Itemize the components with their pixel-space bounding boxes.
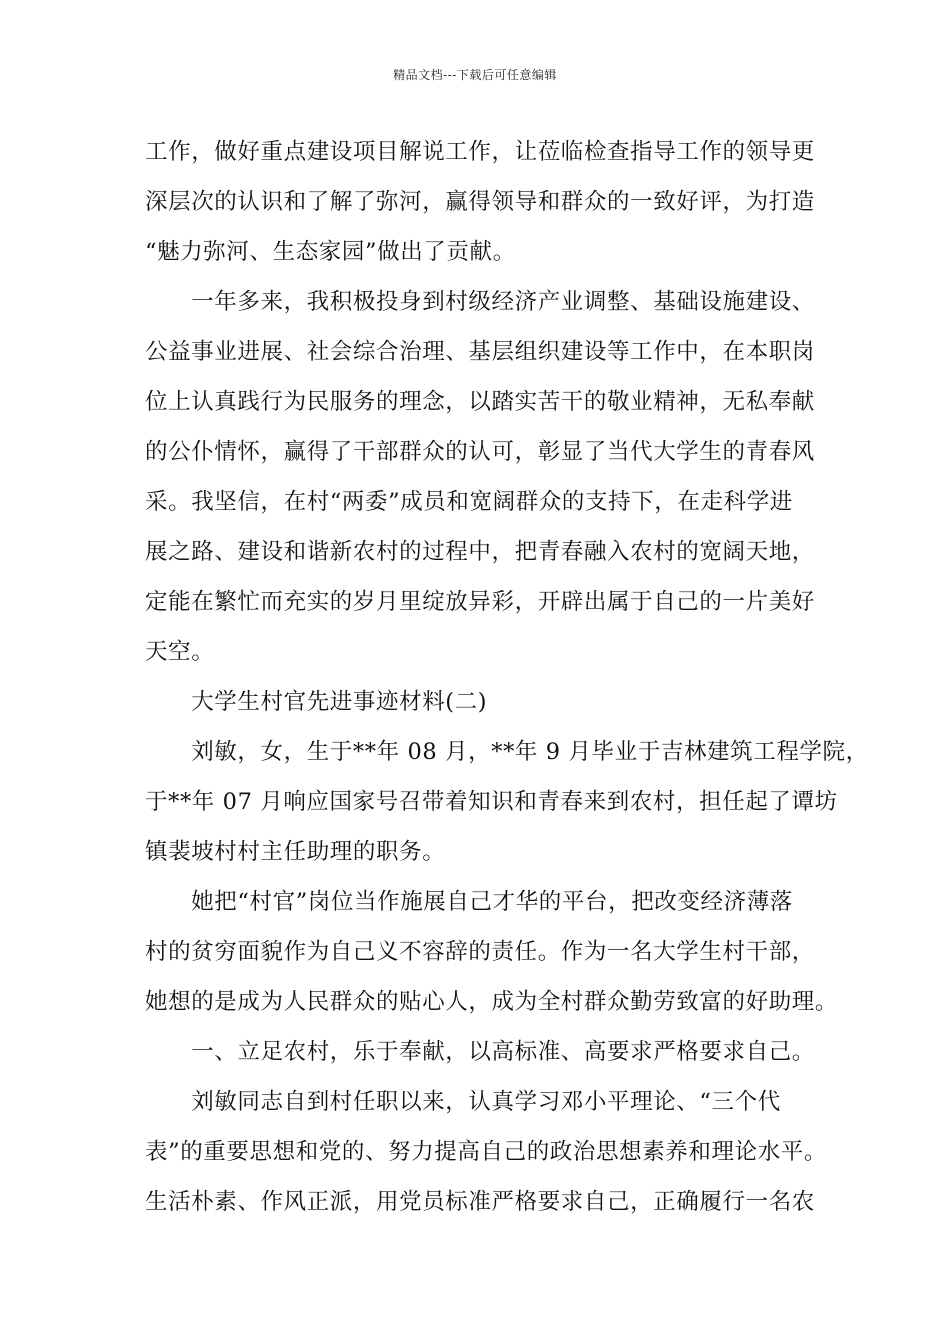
text-line: 她把“村官”岗位当作施展自己才华的平台，把改变经济薄落 bbox=[145, 889, 793, 915]
page-header: 精品文档---下载后可任意编辑 bbox=[393, 68, 557, 82]
text-line: 的公仆情怀，赢得了干部群众的认可，彰显了当代大学生的青春风 bbox=[145, 439, 815, 465]
section-heading: 大学生村官先进事迹材料(二) bbox=[145, 689, 488, 715]
text-line: 定能在繁忙而充实的岁月里绽放异彩，开辟出属于自己的一片美好 bbox=[145, 589, 815, 615]
text-line: 村的贫穷面貌作为自己义不容辞的责任。作为一名大学生村干部， bbox=[145, 939, 815, 965]
text-line: “魅力弥河、生态家园”做出了贡献。 bbox=[145, 239, 516, 265]
text-line: 于**年 07 月响应国家号召带着知识和青春来到农村，担任起了谭坊 bbox=[145, 789, 838, 815]
text-line: 一、立足农村，乐于奉献，以高标准、高要求严格要求自己。 bbox=[145, 1039, 815, 1065]
text-line: 刘敏，女，生于**年 08 月，**年 9 月毕业于吉林建筑工程学院， bbox=[145, 739, 869, 765]
text-line: 她想的是成为人民群众的贴心人，成为全村群众勤劳致富的好助理。 bbox=[145, 989, 839, 1015]
text-line: 一年多来，我积极投身到村级经济产业调整、基础设施建设、 bbox=[145, 289, 815, 315]
text-line: 生活朴素、作风正派，用党员标准严格要求自己，正确履行一名农 bbox=[145, 1189, 815, 1215]
text-line: 镇裴坡村村主任助理的职务。 bbox=[145, 839, 446, 865]
text-line: 刘敏同志自到村任职以来，认真学习邓小平理论、“三个代 bbox=[145, 1089, 781, 1115]
text-line: 工作，做好重点建设项目解说工作，让莅临检查指导工作的领导更 bbox=[145, 139, 815, 165]
text-line: 公益事业进展、社会综合治理、基层组织建设等工作中，在本职岗 bbox=[145, 339, 815, 365]
text-line: 展之路、建设和谐新农村的过程中，把青春融入农村的宽阔天地， bbox=[145, 539, 815, 565]
text-line: 位上认真践行为民服务的理念，以踏实苦干的敬业精神，无私奉献 bbox=[145, 389, 815, 415]
text-line: 采。我坚信，在村“两委”成员和宽阔群众的支持下，在走科学进 bbox=[145, 489, 793, 515]
text-line: 深层次的认识和了解了弥河，赢得领导和群众的一致好评，为打造 bbox=[145, 189, 815, 215]
text-line: 表”的重要思想和党的、努力提高自己的政治思想素养和理论水平。 bbox=[145, 1139, 828, 1165]
text-line: 天空。 bbox=[145, 639, 215, 665]
